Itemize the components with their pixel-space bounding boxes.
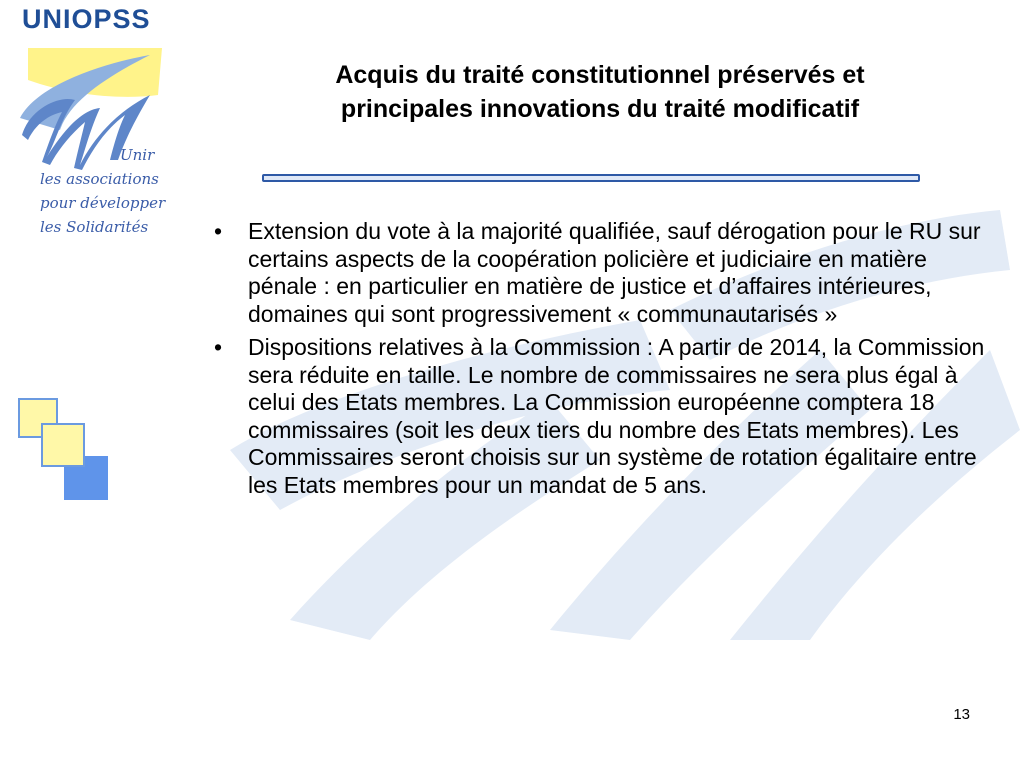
slide-title-line-1: Acquis du traité constitutionnel préservés et — [335, 61, 865, 89]
bullet-icon: • — [214, 334, 223, 360]
title-divider — [262, 174, 920, 182]
logo-tagline-4: les Solidarités — [40, 218, 149, 236]
slide-title — [240, 58, 960, 126]
page-number: 13 — [953, 706, 970, 723]
decorative-squares — [18, 398, 118, 508]
bullet-item — [214, 218, 994, 328]
bullet-icon: • — [214, 218, 223, 244]
logo-mark-icon — [0, 0, 200, 250]
square-yellow-icon — [41, 423, 85, 467]
logo-tagline-3: pour développer — [40, 194, 166, 212]
logo-tagline-2: les associations — [40, 170, 159, 188]
uniopss-logo — [0, 0, 200, 250]
logo-tagline-1: Unir — [120, 146, 155, 164]
bullet-list — [214, 218, 994, 505]
logo-wordmark: UNIOPSS — [22, 4, 151, 34]
slide-title-line-2: principales innovations du traité modificatif — [340, 95, 860, 123]
bullet-text: Extension du vote à la majorité qualifiée, sauf dérogation pour le RU sur certains aspects de la coopération policière et judiciaire en matière pénale : en particulier en matière de justice et d’affaires intérieures, domaines qui sont progressivement « communautarisés » — [248, 218, 981, 327]
bullet-item — [214, 334, 994, 499]
bullet-text: Dispositions relatives à la Commission : A partir de 2014, la Commission sera réduite en taille. Le nombre de commissaires ne sera plus égal à celui des Etats membres. La Commission européenne comptera 18 commissaires (soit les deux tiers du nombre des Etats membres). Les Commissaires seront choisis sur un système de rotation égalitaire entre les Etats membres pour un mandat de 5 ans. — [248, 334, 985, 498]
